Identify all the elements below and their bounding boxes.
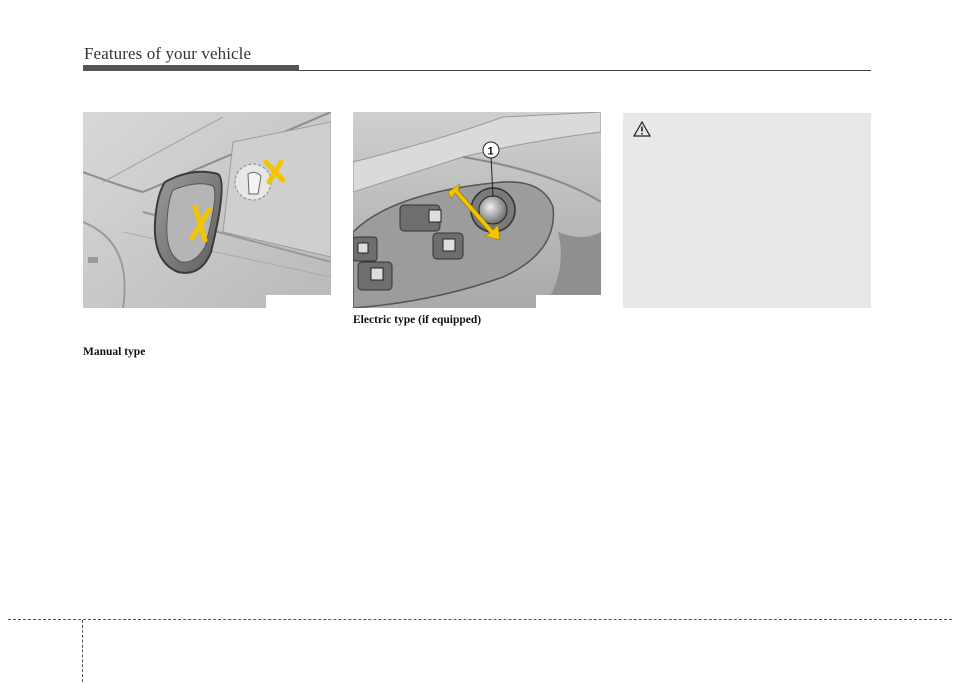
- warning-triangle-icon: [633, 121, 651, 137]
- manual-mirror-illustration: [83, 112, 331, 308]
- figure-code-label: [536, 295, 601, 308]
- electric-mirror-drawing: [353, 112, 601, 308]
- figure-caption-manual: Manual type: [83, 346, 146, 358]
- figure-code-label: [266, 295, 331, 308]
- page-section-title: Features of your vehicle: [84, 44, 252, 63]
- caution-box: [623, 113, 871, 308]
- header-accent-bar: [83, 65, 299, 71]
- figure-caption-electric: Electric type (if equipped): [353, 314, 482, 326]
- callout-number: 1: [487, 145, 494, 158]
- footer-dashed-rule: [8, 619, 952, 620]
- footer-dashed-margin: [82, 620, 83, 682]
- electric-mirror-illustration: [353, 112, 601, 308]
- manual-mirror-drawing: [83, 112, 331, 308]
- header-rule: [299, 70, 871, 71]
